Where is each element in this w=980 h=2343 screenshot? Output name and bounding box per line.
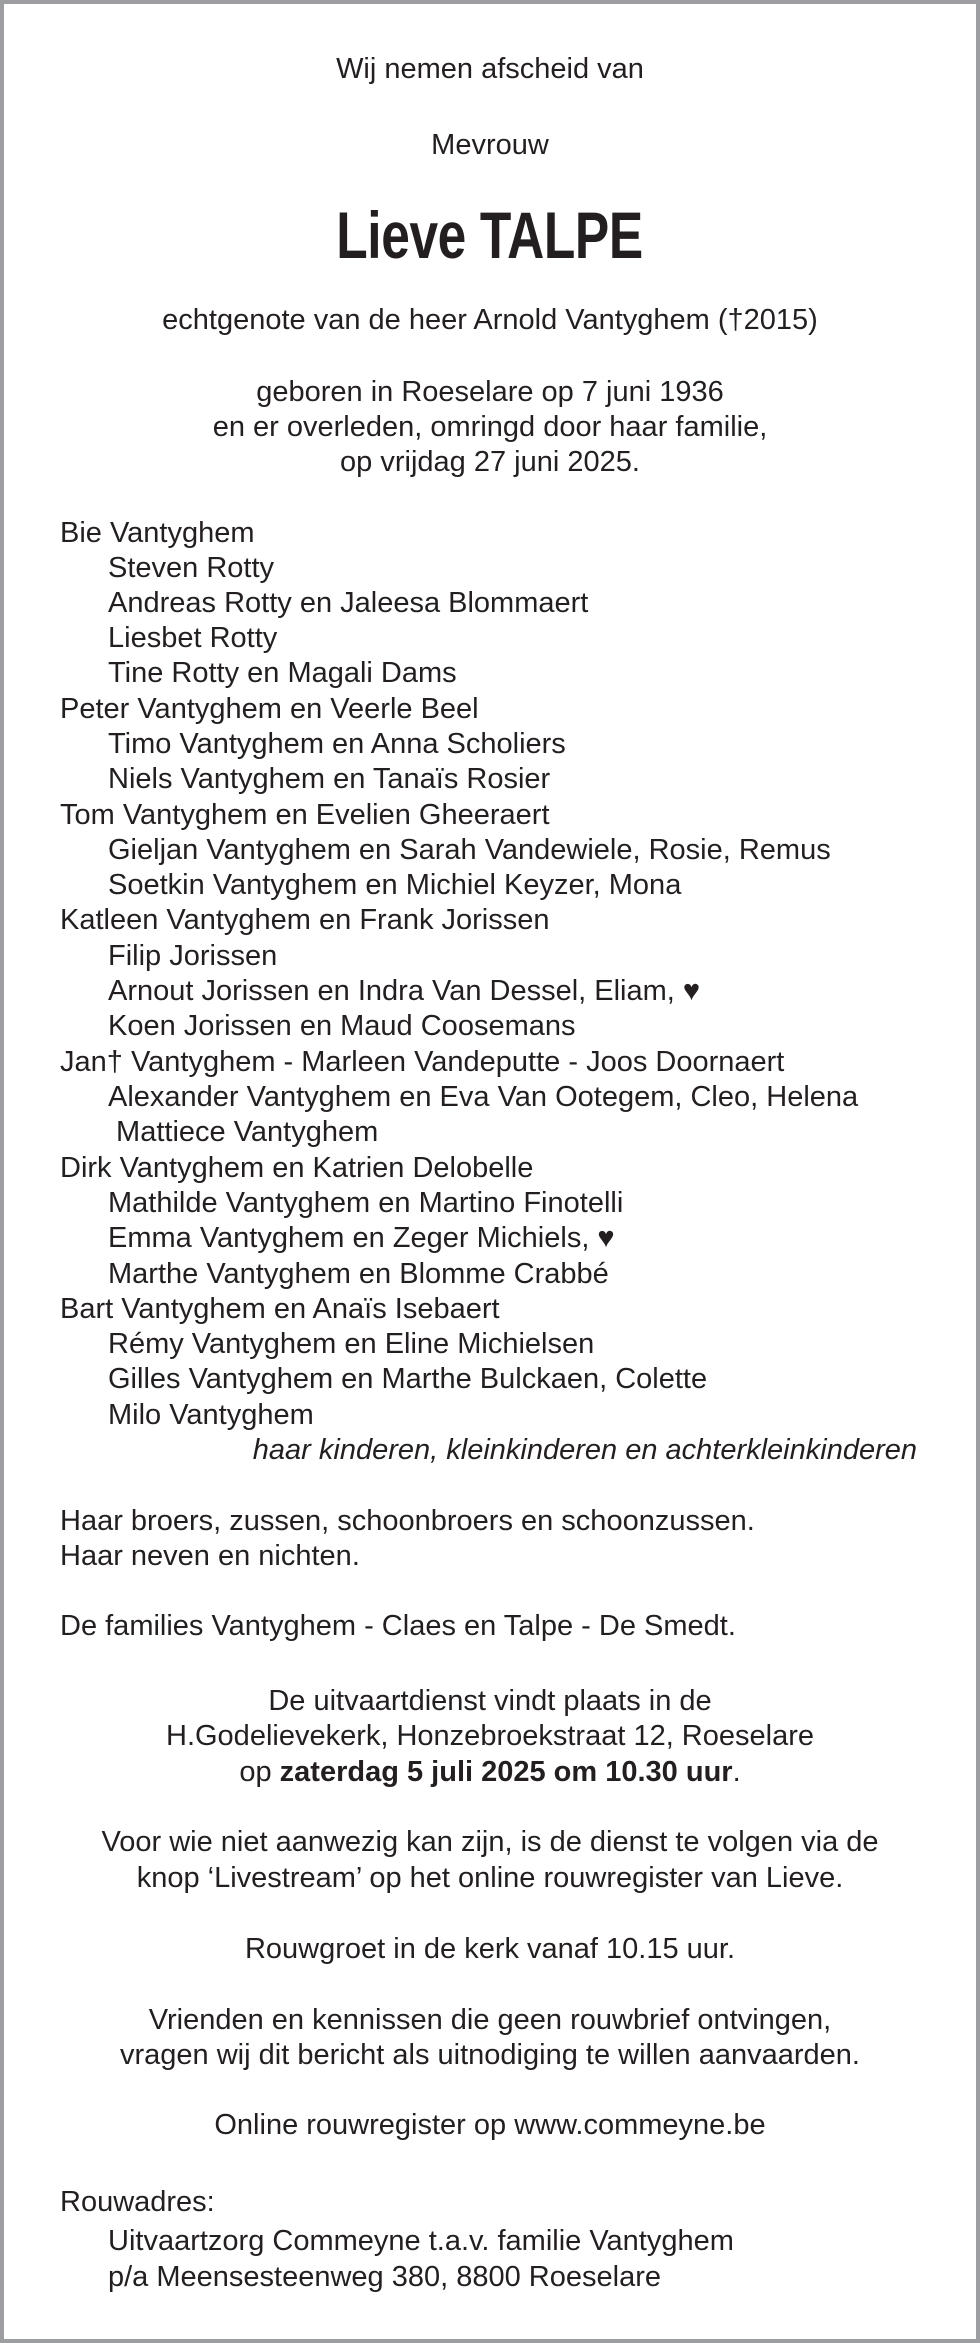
livestream-line-1: Voor wie niet aanwezig kan zijn, is de dienst te volgen via de <box>101 1826 879 1858</box>
family-line: Arnout Jorissen en Indra Van Dessel, Eliam, ♥ <box>108 975 701 1007</box>
funeral-line-2: H.Godelievekerk, Honzebroekstraat 12, Roeselare <box>166 1720 814 1752</box>
salutation: Mevrouw <box>431 129 549 161</box>
family-line: Andreas Rotty en Jaleesa Blommaert <box>108 587 589 619</box>
family-line: Niels Vantyghem en Tanaïs Rosier <box>108 763 551 795</box>
funeral-line-1: De uitvaartdienst vindt plaats in de <box>268 1685 712 1717</box>
family-line: Dirk Vantyghem en Katrien Delobelle <box>60 1152 534 1184</box>
family-line: Mathilde Vantyghem en Martino Finotelli <box>108 1187 624 1219</box>
family-line: Emma Vantyghem en Zeger Michiels, ♥ <box>108 1222 615 1254</box>
family-line: Bie Vantyghem <box>60 517 255 549</box>
deceased-name-text: Lieve TALPE <box>336 198 644 272</box>
families-line: De families Vantyghem - Claes en Talpe - De Smedt. <box>60 1610 736 1642</box>
family-line: Peter Vantyghem en Veerle Beel <box>60 693 479 725</box>
family-line: Timo Vantyghem en Anna Scholiers <box>108 728 566 760</box>
family-line: Liesbet Rotty <box>108 622 278 654</box>
family-line: Gilles Vantyghem en Marthe Bulckaen, Colette <box>108 1363 708 1395</box>
family-line: Bart Vantyghem en Anaïs Isebaert <box>60 1293 500 1325</box>
family-line: Tine Rotty en Magali Dams <box>108 657 457 689</box>
family-line: Marthe Vantyghem en Blomme Crabbé <box>108 1258 609 1290</box>
address-label: Rouwadres: <box>60 2186 215 2218</box>
family-line: Jan† Vantyghem - Marleen Vandeputte - Joos Doornaert <box>60 1046 785 1078</box>
family-line: Rémy Vantyghem en Eline Michielsen <box>108 1328 595 1360</box>
invitation-line-2: vragen wij dit bericht als uitnodiging te willen aanvaarden. <box>120 2039 860 2071</box>
spouse-text: echtgenote van de heer Arnold Vantyghem (†2015) <box>162 304 818 336</box>
family-line: Steven Rotty <box>108 552 275 584</box>
birth-line-3: op vrijdag 27 juni 2025. <box>340 446 640 478</box>
family-line: Alexander Vantyghem en Eva Van Ootegem, Cleo, Helena <box>108 1081 859 1113</box>
family-line: Milo Vantyghem <box>108 1399 314 1431</box>
family-line: Gieljan Vantyghem en Sarah Vandewiele, Rosie, Remus <box>108 834 831 866</box>
birth-line-2: en er overleden, omringd door haar familie, <box>212 411 768 443</box>
relatives-line-2: Haar neven en nichten. <box>60 1540 360 1572</box>
birth-line-1: geboren in Roeselare op 7 juni 1936 <box>256 376 724 408</box>
family-line: Tom Vantyghem en Evelien Gheeraert <box>60 799 550 831</box>
funeral-suffix: . <box>732 1756 741 1788</box>
funeral-line-3 <box>4 1755 976 1790</box>
family-line: Soetkin Vantyghem en Michiel Keyzer, Mona <box>108 869 682 901</box>
family-line: Koen Jorissen en Maud Coosemans <box>108 1010 576 1042</box>
funeral-date-time: zaterdag 5 juli 2025 om 10.30 uur <box>279 1756 733 1788</box>
family-line: Katleen Vantyghem en Frank Jorissen <box>60 904 550 936</box>
deceased-name <box>4 200 976 270</box>
intro-text: Wij nemen afscheid van <box>336 53 644 85</box>
condolence-line: Rouwgroet in de kerk vanaf 10.15 uur. <box>244 1933 736 1965</box>
relatives-line-1: Haar broers, zussen, schoonbroers en schoonzussen. <box>60 1505 755 1537</box>
address-line-2: p/a Meensesteenweg 380, 8800 Roeselare <box>108 2261 661 2293</box>
invitation-line-1: Vrienden en kennissen die geen rouwbrief ontvingen, <box>148 2004 832 2036</box>
family-caption: haar kinderen, kleinkinderen en achterkleinkinderen <box>252 1434 917 1466</box>
funeral-prefix: op <box>239 1756 280 1788</box>
address-line-1: Uitvaartzorg Commeyne t.a.v. familie Vantyghem <box>108 2225 734 2257</box>
obituary-notice <box>4 4 976 2339</box>
family-line: Mattiece Vantyghem <box>108 1116 379 1148</box>
family-line: Filip Jorissen <box>108 940 278 972</box>
online-register-line: Online rouwregister op www.commeyne.be <box>214 2109 766 2141</box>
livestream-line-2: knop ‘Livestream’ op het online rouwregister van Lieve. <box>136 1862 844 1894</box>
